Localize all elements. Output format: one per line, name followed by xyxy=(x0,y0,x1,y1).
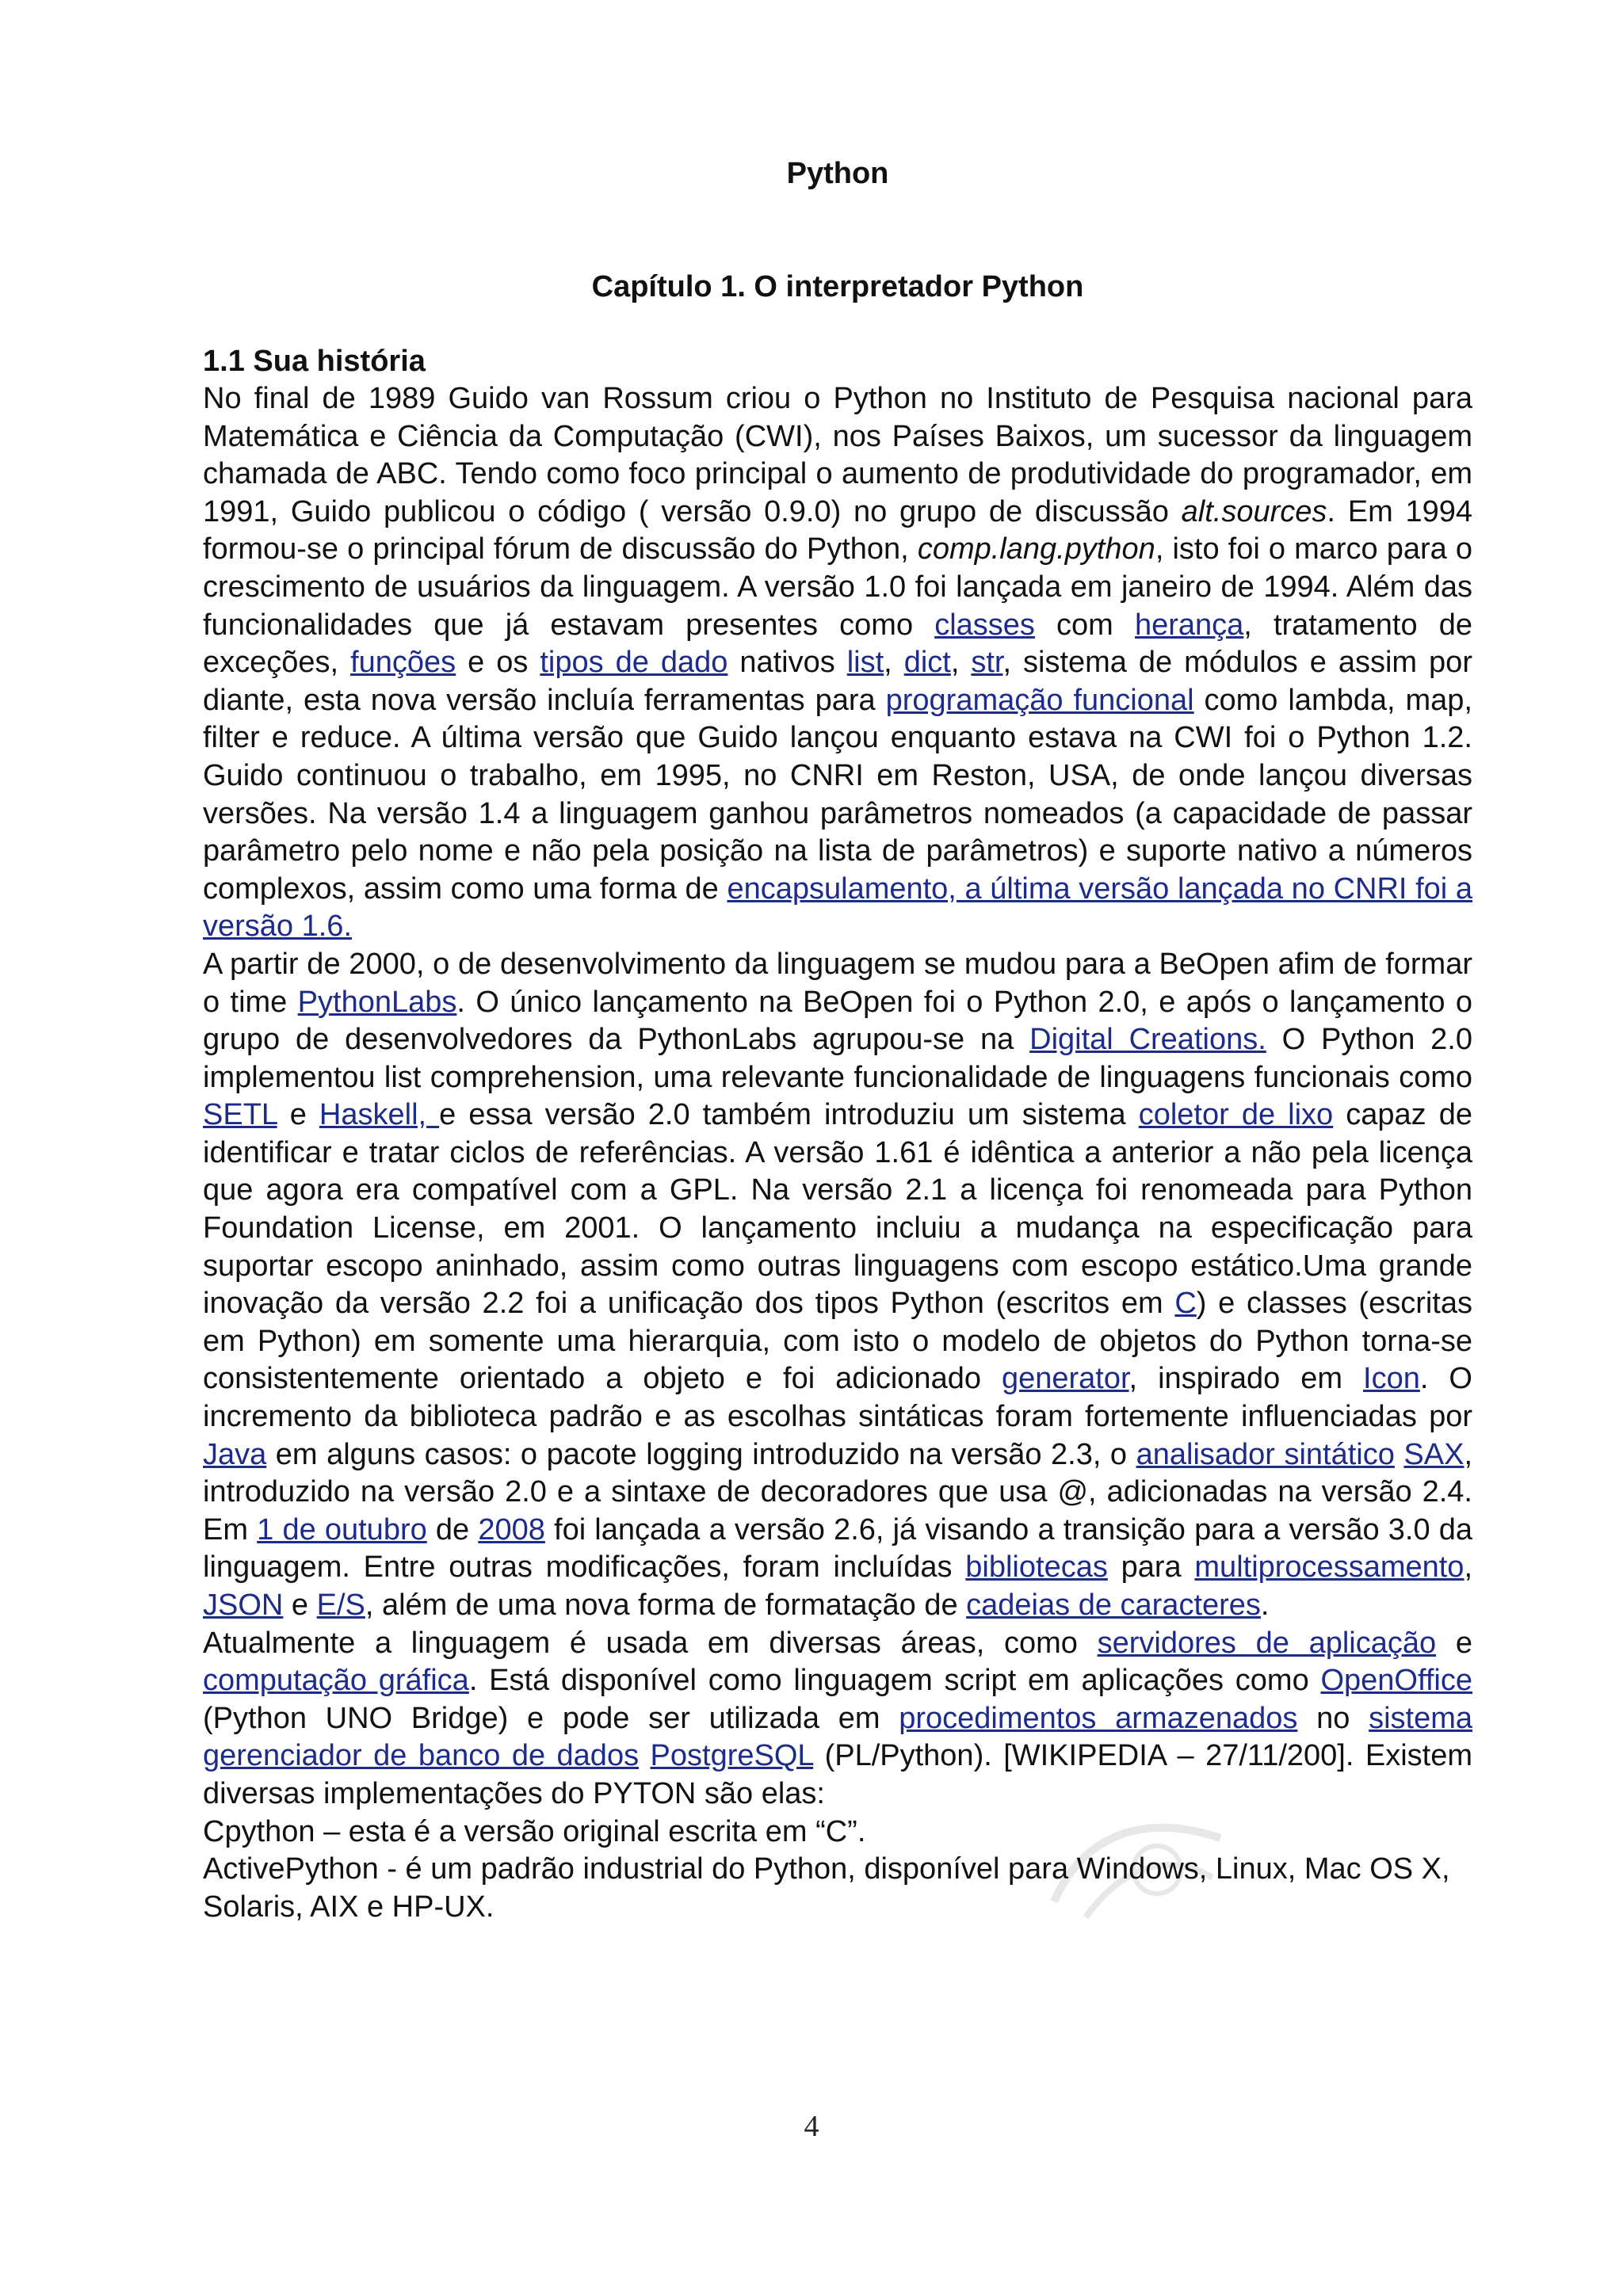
text-run: Cpython – esta é a versão original escrita em “C”. xyxy=(203,1814,866,1848)
text-run: ActivePython - é um padrão industrial do Python, disponível para Windows, Linux, Mac OS X, Solaris, AIX e HP-UX. xyxy=(203,1852,1450,1924)
text-run xyxy=(639,1739,650,1772)
hyperlink[interactable]: 1 de outubro xyxy=(257,1512,427,1547)
paragraph xyxy=(203,946,1472,1625)
hyperlink[interactable]: coletor de lixo xyxy=(1138,1098,1334,1132)
hyperlink[interactable]: PostgreSQL xyxy=(650,1739,814,1773)
hyperlink[interactable]: Icon xyxy=(1363,1362,1420,1396)
text-run: e xyxy=(1436,1626,1472,1660)
hyperlink[interactable]: tipos de dado xyxy=(540,646,728,680)
text-run: capaz de identificar e tratar ciclos de referências. A versão 1.61 é idêntica a anterior a não pela licença que agora era compatível com a GPL. Na versão 2.1 a licença foi renomeada para Python Foundation License, em 2001. O lançamento incluiu a mudança na especificação para suportar escopo aninhado, assim como outras linguagens com escopo estático.Uma grande inovação da versão 2.2 foi a unificação dos tipos Python (escritos em xyxy=(203,1098,1472,1321)
hyperlink[interactable]: bibliotecas xyxy=(965,1550,1108,1585)
text-run: foi lançada a versão 2.6, já visando a transição para a versão 3.0 da linguagem. Entre outras modificações, foram incluídas xyxy=(203,1512,1473,1585)
page-number: 4 xyxy=(804,2110,819,2143)
paragraph xyxy=(203,1814,1472,1852)
text-run: para xyxy=(1107,1550,1195,1585)
hyperlink[interactable]: C xyxy=(1174,1287,1197,1321)
hyperlink[interactable]: PythonLabs xyxy=(297,985,457,1019)
hyperlink[interactable]: classes xyxy=(934,608,1035,642)
hyperlink[interactable]: sistema gerenciador de banco de dados xyxy=(203,1701,1472,1773)
hyperlink[interactable]: 2008 xyxy=(478,1512,545,1547)
text-run: , xyxy=(950,646,972,680)
text-run: , além de uma nova forma de formatação de xyxy=(365,1589,967,1622)
text-run: . O único lançamento na BeOpen foi o Python 2.0, e após o lançamento o grupo de desenvolvedores da PythonLabs agrupou-se na xyxy=(203,985,1472,1057)
hyperlink[interactable]: str xyxy=(971,646,1003,680)
text-run: (PL/Python). [WIKIPEDIA – 27/11/200]. Existem diversas implementações do PYTON são elas: xyxy=(203,1739,1472,1810)
chapter-title: Capítulo 1. O interpretador Python xyxy=(591,270,1084,303)
text-run: No final de 1989 Guido van Rossum criou o Python no Instituto de Pesquisa nacional para Matemática e Ciência da Computação (CWI), nos Países Baixos, um sucessor da linguagem chamada de ABC. Tendo como foco principal o aumento de produtividade do programador, em 1991, Guido publicou o código ( versão 0.9.0) no grupo de discussão xyxy=(203,382,1472,528)
paragraph xyxy=(203,380,1472,946)
text-run: com xyxy=(1034,608,1135,642)
hyperlink[interactable]: analisador sintático xyxy=(1136,1437,1395,1471)
text-run: , tratamento de exceções, xyxy=(203,608,1472,680)
hyperlink[interactable]: computação gráfica xyxy=(203,1664,469,1698)
hyperlink[interactable]: programação funcional xyxy=(885,683,1194,717)
text-run: . xyxy=(1260,1589,1270,1622)
section-heading: 1.1 Sua história xyxy=(203,345,426,378)
paragraph xyxy=(203,1851,1472,1926)
hyperlink[interactable]: multiprocessamento xyxy=(1194,1550,1465,1585)
text-run: , inspirado em xyxy=(1128,1362,1364,1396)
hyperlink[interactable]: procedimentos armazenados xyxy=(899,1701,1298,1735)
hyperlink[interactable]: herança xyxy=(1134,608,1244,642)
text-run: , sistema de módulos e assim por diante, esta nova versão incluía ferramentas para xyxy=(203,646,1472,717)
hyperlink[interactable]: SAX xyxy=(1403,1437,1465,1471)
text-run: e os xyxy=(456,646,540,680)
text-run: Atualmente a linguagem é usada em diversas áreas, como xyxy=(203,1626,1098,1660)
body-text xyxy=(203,380,1472,1926)
text-run: A partir de 2000, o de desenvolvimento da linguagem se mudou para a BeOpen afim de formar o time xyxy=(203,947,1472,1019)
text-run: no xyxy=(1297,1701,1369,1735)
document-title: Python xyxy=(786,157,889,190)
text-run: ) e classes (escritas em Python) em somente uma hierarquia, com isto o modelo de objetos do Python torna-se consistentemente orientado a objeto e foi adicionado xyxy=(203,1287,1472,1396)
text-run: em alguns casos: o pacote logging introduzido na versão 2.3, o xyxy=(266,1437,1136,1471)
hyperlink[interactable]: Digital Creations. xyxy=(1029,1023,1266,1057)
text-run: , xyxy=(1464,1550,1473,1585)
text-run: . Em 1994 formou-se o principal fórum de discussão do Python, xyxy=(203,494,1473,566)
hyperlink[interactable]: Java xyxy=(203,1437,267,1471)
hyperlink[interactable]: SETL xyxy=(203,1098,277,1132)
text-run: , introduzido na versão 2.0 e a sintaxe de decoradores que usa @, adicionadas na versão 2.4. Em xyxy=(203,1437,1472,1547)
text-run xyxy=(1395,1438,1404,1471)
text-run: , isto foi o marco para o crescimento de usuários da linguagem. A versão 1.0 foi lançada em janeiro de 1994. Além das funcionalidades que já estavam presentes como xyxy=(203,532,1472,642)
text-run: e xyxy=(277,1098,319,1132)
hyperlink[interactable]: OpenOffice xyxy=(1320,1664,1472,1698)
text-run: e xyxy=(283,1589,317,1622)
italic-text: comp.lang.python xyxy=(917,532,1155,566)
hyperlink[interactable]: JSON xyxy=(203,1589,284,1622)
text-run: . O incremento da biblioteca padrão e as escolhas sintáticas foram fortemente influenciadas por xyxy=(203,1362,1472,1434)
text-run: como lambda, map, filter e reduce. A última versão que Guido lançou enquanto estava na CWI foi o Python 1.2. Guido continuou o trabalho, em 1995, no CNRI em Reston, USA, de onde lançou diversas versões. Na versão 1.4 a linguagem ganhou parâmetros nomeados (a capacidade de passar parâmetro pelo nome e não pela posição na lista de parâmetros) e suporte nativo a números complexos, assim como uma forma de xyxy=(203,683,1472,906)
paragraph xyxy=(203,1625,1472,1814)
hyperlink[interactable]: list xyxy=(846,646,884,680)
italic-text: alt.sources xyxy=(1181,494,1327,528)
text-run: . Está disponível como linguagem script em aplicações como xyxy=(468,1664,1321,1698)
hyperlink[interactable]: dict xyxy=(903,646,951,680)
text-run: O Python 2.0 implementou list comprehension, uma relevante funcionalidade de linguagens funcionais como xyxy=(203,1023,1472,1094)
text-run: , xyxy=(884,646,904,680)
text-run: e essa versão 2.0 também introduziu um sistema xyxy=(439,1098,1139,1132)
text-run: nativos xyxy=(727,646,847,680)
hyperlink[interactable]: cadeias de caracteres xyxy=(966,1589,1261,1622)
hyperlink[interactable]: funções xyxy=(350,646,456,680)
text-run: (Python UNO Bridge) e pode ser utilizada em xyxy=(203,1701,899,1735)
hyperlink[interactable]: Haskell, xyxy=(319,1098,440,1132)
hyperlink[interactable]: generator xyxy=(1001,1362,1129,1396)
hyperlink[interactable]: servidores de aplicação xyxy=(1097,1626,1437,1660)
text-run: de xyxy=(426,1512,479,1547)
hyperlink[interactable]: encapsulamento, a última versão lançada no CNRI foi a versão 1.6. xyxy=(203,871,1472,944)
hyperlink[interactable]: E/S xyxy=(316,1589,365,1622)
